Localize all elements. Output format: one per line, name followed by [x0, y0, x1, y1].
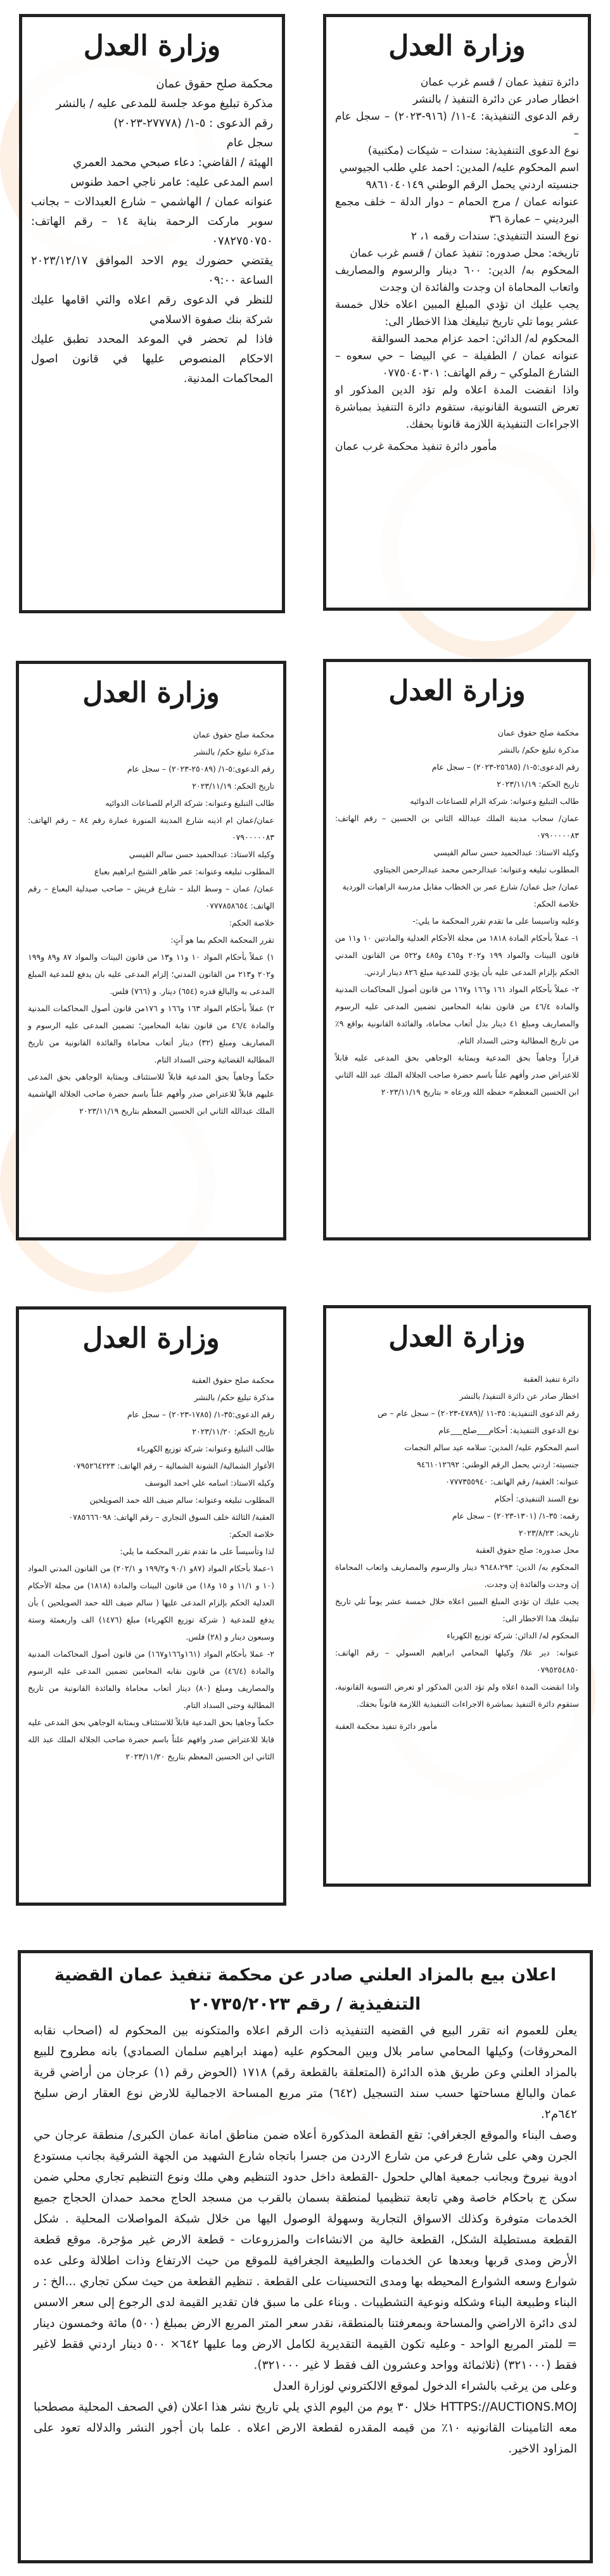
notice-line: دائرة تنفيذ العقبة — [523, 1374, 579, 1384]
notice-line: نوع السند التنفيذي: سندات رقمه ١، ٢ — [410, 230, 579, 243]
notice-line: اسم المدعى عليه: عامر ناجي احمد طنوس — [70, 175, 273, 189]
auction-title-line-1: اعلان بيع بالمزاد العلني صادر عن محكمة تنفيذ عمان القضية — [54, 1965, 557, 1985]
notice-line: دائرة تنفيذ عمان / قسم غرب عمان — [420, 76, 579, 89]
notice-line: المطلوب تبليغه وعنوانه: عمر طاهر الشيخ ابراهيم بعباع — [94, 867, 274, 876]
notice-line: تاريخ الحكم: ٢٠٢٣/١١/١٩ — [192, 781, 274, 791]
notice-line: رقم الدعوى:٥-١/ (٢٥٦٨٥-٢٠٢٣) – سجل عام — [431, 762, 579, 772]
notice-line: المطلوب تبليغه وعنوانه: عبدالرحمن محمد عبدالرحمن الجيتاوي — [373, 865, 579, 874]
notice-line: تاريخ الحكم: ٢٠٢٣/١١/٢٠ — [192, 1427, 274, 1436]
notice-line: وكيله الاستاذ: عبدالحميد حسن سالم القيسي — [433, 848, 579, 857]
notice-line: يجب عليك ان تؤدي المبلغ المبين اعلاه خلال خمسة عشر يوما تلي تاريخ تبليغك هذا الاخطار الى: — [335, 298, 579, 328]
auction-paragraph: يعلن للعموم انه تقرر البيع في القضيه التنفيذيه ذات الرقم اعلاه والمتكونه بين المحكوم له (اصحاب نقابه المحروقات) وكيلها المحامي سامر بلال وبين المحكوم عليه (مهند ابراهيم سلمان الصمادي) بانه مطروح للبيع بالمزاد العلني وعن طريق هذه الدائرة (المتعلقة بالقطعة رقم) ١٧١٨ (الحوض رقم (١) عرجان من أراضي قرية عمان والبالغ مساحتها حسب سند التسجيل (٦٤٢) متر مربع المساحة الاجمالية للارض نوع العقار ارض سليخ ٦٤٢م٢. — [34, 2024, 577, 2121]
notice-line: خلاصة الحكم: — [229, 1529, 274, 1539]
notice-line: الهيئة / القاضي: دعاء صبحي محمد العمري — [73, 156, 273, 169]
notice-line: محكمة صلح حقوق عمان — [497, 728, 579, 737]
notice-body — [28, 726, 274, 1119]
notice-line: محل صدوره: صلح حقوق العقبة — [475, 1545, 579, 1555]
notice-line: وكيله الاستاذ: عبدالحميد حسن سالم القيسي — [129, 850, 274, 859]
notice-line: اخطار صادر عن دائرة التنفيذ / بالنشر — [412, 93, 579, 106]
notice-line: مذكرة تبليغ موعد جلسة للمدعى عليه / بالنشر — [56, 97, 273, 110]
notice-line: العقبة/ الثالثة خلف السوق التجاري – رقم الهاتف: ٠٧٨٥٦٦٦٠٩٨ — [68, 1512, 274, 1522]
notice-line: حكماً وجاهيا بحق المدعية قابلاً للاستئناف وبمثابة الوجاهي بحق المدعى عليه قابلا للاعتراض صدر وافهم علناً باسم حضرة صاحب الجلالة الملك عبد الله الثاني ابن الحسين المعظم بتاريخ ٢٠٢٣/١١/٢٠ — [28, 1718, 274, 1761]
notice-line: يقتضي حضورك يوم الاحد الموافق ٢٠٢٣/١٢/١٧ الساعة ٠٩:٠٠ — [31, 254, 273, 287]
notice-line: واذا انقضت المدة اعلاه ولم تؤد الدين المذكور او تعرض التسوية القانونية، ستقوم دائرة التنفيذ بمباشرة الاجراءات التنفيذية اللازمة قانونا بحقك. — [335, 384, 579, 431]
notice-body — [335, 74, 579, 433]
notice-line: رقم الدعوى التنفيذية: ٣٥-١١ /(٤٧٨٩-٢٠٢٣) – سجل عام – ص — [378, 1408, 579, 1418]
notice-line: عنوانه: دير علا/ وكيلها المحامي ابراهيم العسولي – رقم الهاتف: ٠٧٩٥٢٥٤٨٥٠ — [335, 1648, 579, 1674]
notice-line: لذا وتأسيساً على ما تقدم تقرر المحكمة ما يلي: — [120, 1546, 274, 1556]
notice-line: فاذا لم تحضر في الموعد المحدد تطبق عليك الاحكام المنصوص عليها في قانون اصول المحاكمات المدنية. — [31, 333, 273, 385]
notice-body — [31, 74, 273, 388]
notice-line: نوع الدعوى التنفيذية: سندات – شيكات (مكتبية) — [367, 144, 579, 157]
notice-body — [335, 1370, 579, 1712]
notice-line: نوع الدعوى التنفيذية: أحكام___صلح___عام — [438, 1425, 579, 1435]
notice-line: مذكرة تبليغ حكم/ بالنشر — [194, 747, 274, 756]
notice-line: تاريخه: محل صدوره: تنفيذ عمان / قسم غرب عمان — [350, 247, 579, 260]
notice-line: عنوانه عمان / الطفيلة – عي البيضا – حي سعوه – الشارع الملوكي – رقم الهاتف: ٠٧٧٥٠٤٠٣٠١ — [335, 350, 579, 379]
notice-line: وكيله الاستاذ: اسامه علي احمد اليوسف — [145, 1478, 274, 1488]
notice-judgment-aqaba-1785 — [16, 1306, 286, 1906]
notice-judgment-25089 — [16, 661, 286, 1240]
auction-paragraph: وصف البناء والموقع الجغرافي: تقع القطعة المذكورة أعلاه ضمن مناطق امانة عمان الكبرى/ منطقة عرجان حي الجرن وهي على شارع فرعي من شارع الاردن من جسرا باتجاه شارع الشهيد من الجهة الشرقية بجانب مستودع ادوية نيروخ وبجانب جمعية اهالي حلحول -القطعة داخل حدود التنظيم وهي ملك ونوع التنظيم تجاري محلي ضمن سكن ج باحكام خاصة وهي تابعة تنظيميا لمنطقة بسمان بالقرب من مسجد الحاج محمد حمدان الحجاج جميع الخدمات متوفرة وكذلك الاسواق التجارية وسهولة الوصول اليها من خلال شبكة المواصلات المحلية . شكل القطعة مستطيلة الشكل، القطعة خالية من الانشاءات والمزروعات - قطعة الارض غير مؤجرة. موقع قطعة الأرض ومدى قربها وبعدها عن الخدمات والطبيعة الجغرافية للموقع من حيث الارتفاع وذات اطلالة وعلى عده شوارع وسعه الشوارع المحيطه بها ومدى التحسينات على القطعة . تنظيم القطعة من حيث سكن تجاري ...الخ : ر البناء وطبيعة البناء وشكله ونوعية التشطيبات . وبناء على ما سبق فان تقدير القيمة لدى الرجوع إلى سعر الاسس لدى دائرة الاراضي والمساحة وبمعرفتنا بالمنطقة، نقدر سعر المتر المربع الارض بمبلغ (٥٠٠) مائة وخمسون دينار = للمتر المربع الواحد - وعليه تكون القيمة التقديرية لكامل الارض وما عليها ٦٤٢× ٥٠٠ دينار اردني فقط لاغير فقط (٣٢١٠٠٠) (ثلاثمائة وواحد وعشرون الف فقط لا غير ٣٢١٠٠٠). — [34, 2129, 577, 2372]
notice-judgment-25685 — [323, 659, 591, 1240]
notice-line: رقمه: ٣٥-١/ (١٣٠١-٢٠٢٣) – سجل عام — [452, 1511, 579, 1521]
notice-line: ٢- عملا بأحكام المواد (١٦١و١٦٦و١٦٧) من قانون أصول المحاكمات المدنية والمادة (٤٦/٤) من قانون نقابه المحامين تضمين المدعى عليه الرسوم والمصاريف ومبلغ (٨٠) دينار أتعاب محاماة والفائدة القانونية من تاريخ المطالبة وحتى السداد التام. — [28, 1649, 274, 1710]
notice-line: رقم الدعوى التنفيذية: ٤-١١/ (٩١٦-٢٠٢٣) – سجل عام – — [335, 110, 579, 140]
ministry-title: وزارة العدل — [83, 30, 221, 62]
notice-signature: مأمور دائرة تنفيذ محكمة غرب عمان — [335, 440, 497, 453]
notice-line: عمان/ سحاب مدينة الملك عبدالله الثاني بن الحسين – رقم الهاتف: ٠٧٩٠٠٠٠٠٨٣ — [335, 813, 579, 840]
notice-line: مذكرة تبليغ حكم/ بالنشر — [499, 745, 579, 755]
notice-line: محكمة صلح حقوق عمان — [156, 77, 273, 91]
notice-line: المطلوب تبليغه وعنوانه: سالم ضيف الله حمد الصويلحين — [89, 1495, 274, 1505]
notice-line: رقم الدعوى:٣٥-١/ (١٧٨٥-٢٠٢٣) – سجل عام — [127, 1410, 274, 1419]
notice-body — [28, 1372, 274, 1765]
notice-line: عنوانه: العقبة/ رقم الهاتف: ٠٧٧٧٣٥٥٩٤٠ — [445, 1477, 579, 1486]
notice-line: عمان/ عمان – وسط البلد – شارع قريش – صاحب صيدلية البعباع – رقم الهاتف: ٠٧٧٧٨٥٨٦٥٤ — [28, 884, 274, 910]
notice-line: جنسيته: اردني يحمل الرقم الوطني: ٩٤٦١٠١٢٦٩٢ — [417, 1460, 579, 1469]
notice-execution-aqaba — [323, 1305, 591, 1887]
auction-paragraph: وعلى من يرغب بالشراء الدخول لموقع الالكتروني لوزارة العدل — [273, 2380, 577, 2393]
notice-line: رقم الدعوى : ٥-١/ (٢٧٧٧٨-٢٠٢٣) — [113, 117, 273, 130]
notice-body — [335, 724, 579, 1100]
notice-line: الأغوار الشمالية/ الشونة الشمالية – رقم الهاتف: ٠٧٩٥٢٦٤٢٢٣ — [72, 1461, 274, 1470]
notice-line: المحكوم له/ الدائن: شركة توزيع الكهرباء — [447, 1631, 579, 1640]
notice-line: طالب التبليغ وعنوانه: شركة الرام للصناعات الدوائيه — [105, 798, 274, 808]
notice-line: جنسيته اردني يحمل الرقم الوطني ٩٨٦١٠٤٠١٤٩ — [365, 179, 579, 191]
notice-line: محكمة صلح حقوق عمان — [193, 730, 274, 739]
notice-line: اسم المحكوم عليه/ المدين: سلامه عيد سالم النجمات — [404, 1443, 579, 1452]
notice-line: خلاصة الحكم: — [229, 918, 274, 928]
auction-paragraph: HTTPS://AUCTIONS.MOJ خلال ٣٠ يوم من اليوم الذي يلي تاريخ نشر هذا اعلان (في الصحف المحلية مصطحبا معه التامينات القانونيه ١٠٪ من قيمه المقدره لقطعة الارض اعلاه . علما بان أجور النشر والدلاله تعود على المزاود الاخير. — [34, 2401, 577, 2456]
notice-line: المحكوم به/ الدين: ٦٠٠ دينار والرسوم والمصاريف واتعاب المحاماة ان وجدت والفائدة ان وجدت — [335, 264, 579, 294]
auction-notice — [18, 1950, 593, 2563]
ministry-title: وزارة العدل — [388, 30, 526, 62]
notice-line: وعليه وتاسيسا على ما تقدم تقرر المحكمة ما يلي:- — [412, 916, 579, 926]
ministry-title: وزارة العدل — [82, 677, 220, 709]
notice-line: سجل عام — [226, 136, 273, 150]
notice-hearing-summons — [19, 14, 285, 613]
notice-line: المحكوم به/ الدين: ٩٦٤٨،٢٩٣ دينار والرسوم والمصاريف واتعاب المحاماة إن وجدت والفائدة إن وجدت. — [335, 1562, 579, 1589]
notice-body — [34, 2020, 577, 2459]
ministry-title: وزارة العدل — [82, 1322, 220, 1355]
notice-line: قراراً وجاهياً بحق المدعية وبمثابة الوجاهي بحق المدعى عليه قابلاً للاعتراض صدر وأفهم علناً باسم حضرة صاحب الجلالة الملك عبد الله الثاني ابن الحسين المعظم» حفظه الله ورعاه « بتاريخ ٢٠٢٣/١١/١٩ — [335, 1053, 579, 1097]
notice-execution-west-amman — [323, 14, 591, 611]
notice-line: تاريخه: ٢٠٢٣/٨/٢٣ — [518, 1528, 579, 1538]
notice-line: اخطار صادر عن دائرة التنفيذ/ بالنشر — [459, 1391, 579, 1401]
notice-line: طالب التبليغ وعنوانه: شركة الرام للصناعات الدوائيه — [410, 796, 579, 806]
notice-line: نوع السند التنفيذي: أحكام — [494, 1494, 579, 1503]
notice-line: للنظر في الدعوى رقم اعلاه والتي اقامها عليك شركة بنك صفوة الاسلامي — [31, 293, 273, 326]
notice-line: مذكرة تبليغ حكم/ بالنشر — [194, 1393, 274, 1402]
notice-line: المحكوم له/ الدائن: احمد عزام محمد السوالقة — [371, 333, 579, 345]
ministry-title: وزارة العدل — [388, 675, 526, 707]
auction-title-line-2: التنفيذية / رقم ٢٠٧٣٥/٢٠٢٣ — [189, 1994, 421, 2014]
notice-line: يجب عليك ان تؤدي المبلغ المبين اعلاه خلال خمسة عشر يوماً تلي تاريخ تبليغك هذا الاخطار الى: — [335, 1597, 579, 1623]
notice-line: طالب التبليغ وعنوانه: شركة توزيع الكهرباء — [137, 1444, 274, 1453]
notice-line: عمان/عمان ام اذينه شارع المدينة المنورة عمارة رقم ٨٤ – رقم الهاتف: ٠٧٩٠٠٠٠٠٨٣ — [28, 815, 274, 842]
ministry-title: وزارة العدل — [388, 1321, 526, 1353]
notice-line: ٢) عملاً بأحكام المواد ١٦٣ و١٦٦ و ١٧٦من قانون أصول المحاكمات المدنية والمادة ٤٦/٤ من قانون نقابة المحامين؛ تضمين المدعى عليه الرسوم و المصاريف ومبلغ (٣٢) دينار أتعاب محاماة والفائدة القانونية من تاريخ المطالبة القضائية وحتى السداد التام. — [28, 1004, 275, 1064]
notice-line: خلاصة الحكم: — [533, 899, 579, 909]
notice-line: ١- عملاً بأحكام المادة ١٨١٨ من مجلة الأحكام العدلية والمادتين ١٠ و١١ من قانون البينات والمواد ١٩٩ و٢٠٢ و٤٦٥ و٤٨٥ و٥٢٢ من القانون المدني الحكم بإلزام المدعى عليه بأن يؤدي للمدعية مبلغ ٨٢٦ دينار اردني. — [335, 933, 580, 977]
notice-line: تقرر المحكمة الحكم بما هو آتٍ: — [170, 935, 274, 945]
notice-line: ١) عملاً بأحكام المواد ١٠ و١١ و١٣ من قانون البينات والمواد ٨٧ و٨٩ و١٩٩ و٢٠٢ و٢١٣ من القانون المدني؛ إلزام المدعى عليه بان يدفع للمدعية المبلغ المدعى به والبالغ قدره (٦٥٤) دينار. و (٧٦٦) فلس. — [28, 952, 275, 996]
notice-line: اسم المحكوم عليه/ المدين: احمد علي طلب الجيوسي — [339, 162, 579, 174]
notice-line: حكماً وجاهياً بحق المدعية قابلاً للاستئناف وبمثابة الوجاهي بحق المدعى عليهم قابلاً للاعتراض صدر وأفهم علناً باسم حضرة صاحب الجلالة الهاشمية الملك عبدالله الثاني ابن الحسين المعظم بتاريخ ٢٠٢٣/١١/١٩ — [28, 1072, 274, 1116]
notice-signature: مأمور دائرة تنفيذ محكمة العقبة — [335, 1721, 438, 1731]
notice-line: عنوانه عمان / مرج الحمام – دوار الدلة – خلف مجمع البرديني – عمارة ٣٦ — [335, 196, 579, 226]
notice-line: واذا انقضت المدة اعلاه ولم تؤد الدين المذكور او تعرض التسوية القانونية، ستقوم دائرة التنفيذ بمباشرة الاجراءات التنفيذية اللازمة قانوناً بحقك. — [335, 1682, 579, 1709]
notice-line: تاريخ الحكم: ٢٠٢٣/١١/١٩ — [497, 779, 579, 789]
notice-line: ١-عملا بأحكام المواد (٨٧و ٩٠/١ و١٩٩/٢ و ٢٠٢/١) من القانون المدني المواد (١٠ و ١١/١ و ١٥ و١٨) من قانون البينات والمادة (١٨١٨) من مجلة الأحكام العدلية الحكم بإلزام المدعى عليها ( سالم ضيف الله حمد الصويلحين ) بأن يدفع للمدعية ( شركة توزيع الكهرباء) مبلغ (١٤٧٦) الف واربعمئة وستة وسبعون دينار و (٢٨) فلس. — [28, 1564, 275, 1642]
notice-line: محكمة صلح حقوق العقبة — [191, 1375, 274, 1385]
notice-line: رقم الدعوى:٥-١/ (٢٥٠٨٩-٢٠٢٣) – سجل عام — [127, 764, 274, 774]
notice-line: ٢- عملاً بأحكام المواد ١٦١ و١٦٦ و١٦٧ من قانون أصول المحاكمات المدنية والمادة ٤٦/٤ من قانون نقابة المحامين تضمين المدعى عليه الرسوم والمصاريف ومبلغ ٤١ دينار بدل أتعاب محاماة، والفائدة القانونية بواقع ٩٪ من تاريخ المطالبة وحتى السداد التام. — [335, 985, 580, 1045]
notice-line: عنوانه عمان / الهاشمي – شارع العبدالات – بجانب سوبر ماركت الرحمة بناية ١٤ – رقم الهاتف: ٠٧٨٢٧٥٠٧٥٠ — [31, 195, 273, 248]
notice-line: عمان/ جبل عمان/ شارع عمر بن الخطاب مقابل مدرسة الراهبات الوردية — [342, 882, 579, 891]
